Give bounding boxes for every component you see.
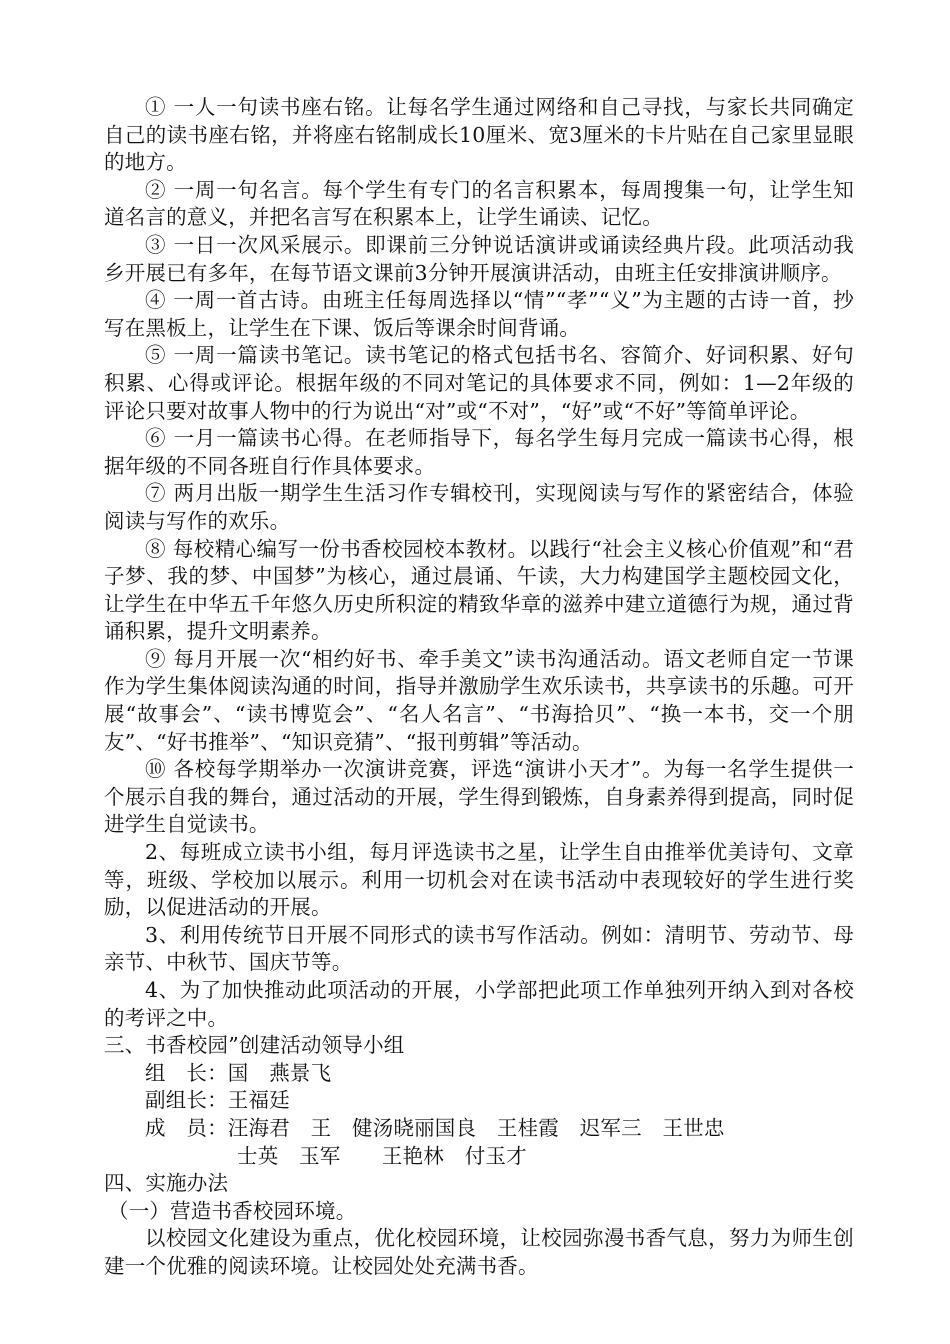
paragraph-evaluation: 4、为了加快推动此项活动的开展，小学部把此项工作单独列开纳入到对各校的考评之中。 [104,978,854,1030]
paragraph-weekly-poem: ④ 一周一首古诗。由班主任每周选择以“情”“孝”“义”为主题的古诗一首，抄写在黑板上，让学生在下课、饭后等课余时间背诵。 [104,288,854,340]
subsection-heading-environment: （一）营造书香校园环境。 [108,1198,357,1223]
leader-line: 组 长：国 燕景飞 [145,1060,332,1085]
paragraph-speech-contest: ⑩ 各校每学期举办一次演讲竞赛，评选“演讲小天才”。为每一名学生提供一个展示自我的舞台，通过活动的开展，学生得到锻炼，自身素养得到提高，同时促进学生自觉读书。 [104,757,854,837]
document-body [104,94,854,1281]
section-heading-implementation: 四、实施办法 [104,1171,229,1196]
paragraph-festival-activities: 3、利用传统节日开展不同形式的读书写作活动。例如：清明节、劳动节、母亲节、中秋节、国庆节等。 [104,922,854,975]
paragraph-environment: 以校园文化建设为重点，优化校园环境，让校园弥漫书香气息，努力为师生创建一个优雅的阅读环境。让校园处处充满书香。 [104,1226,854,1278]
paragraph-daily-showcase: ③ 一日一次风采展示。即课前三分钟说话演讲或诵读经典片段。此项活动我乡开展已有多年，在每节语文课前3分钟开展演讲活动，由班主任安排演讲顺序。 [104,232,854,285]
section-heading-leadership: 三、书香校园”创建活动领导小组 [104,1033,405,1058]
paragraph-monthly-activity: ⑨ 每月开展一次“相约好书、牵手美文”读书沟通活动。语文老师自定一节课作为学生集体阅读沟通的时间，指导并激励学生欢乐读书，共享读书的乐趣。可开展“故事会”、“读书博览会”、“名人名言”、“书海拾贝”、“换一本书，交一个朋友”、“好书推举”、“知识竞猜”、“报刊剪辑”等活动。 [104,646,854,754]
paragraph-school-textbook: ⑧ 每校精心编写一份书香校园校本教材。以践行“社会主义核心价值观”和“君子梦、我的梦、中国梦”为核心，通过晨诵、午读，大力构建国学主题校园文化，让学生在中华五千年悠久历史所积淀的精致华章的滋养中建立道德行为规，通过背诵积累，提升文明素养。 [104,536,854,644]
paragraph-motto: ① 一人一句读书座右铭。让每名学生通过网络和自己寻找，与家长共同确定自己的读书座右铭，并将座右铭制成长10厘米、宽3厘米的卡片贴在自己家里显眼的地方。 [104,95,854,175]
paragraph-reading-groups: 2、每班成立读书小组，每月评选读书之星，让学生自由推举优美诗句、文章等，班级、学校加以展示。利用一切机会对在读书活动中表现较好的学生进行奖励，以促进活动的开展。 [104,840,854,920]
paragraph-school-journal: ⑦ 两月出版一期学生生活习作专辑校刊，实现阅读与写作的紧密结合，体验阅读与写作的欢乐。 [104,481,854,533]
paragraph-reading-reflection: ⑥ 一月一篇读书心得。在老师指导下，每名学生每月完成一篇读书心得，根据年级的不同各班自行作具体要求。 [104,426,854,478]
members-line-continued: 士英 玉军 王艳林 付玉才 [237,1143,527,1168]
members-line: 成 员：汪海君 王 健汤晓丽国良 王桂霞 迟军三 王世忠 [145,1115,725,1140]
paragraph-reading-notes: ⑤ 一周一篇读书笔记。读书笔记的格式包括书名、容简介、好词积累、好句积累、心得或评论。根据年级的不同对笔记的具体要求不同，例如：1—2年级的评论只要对故事人物中的行为说出“对”或“不对”，“好”或“不好”等简单评论。 [104,343,854,423]
deputy-leader-line: 副组长：王福廷 [145,1088,290,1113]
paragraph-weekly-quote: ② 一周一句名言。每个学生有专门的名言积累本，每周搜集一句，让学生知道名言的意义，并把名言写在积累本上，让学生诵读、记忆。 [104,177,854,230]
